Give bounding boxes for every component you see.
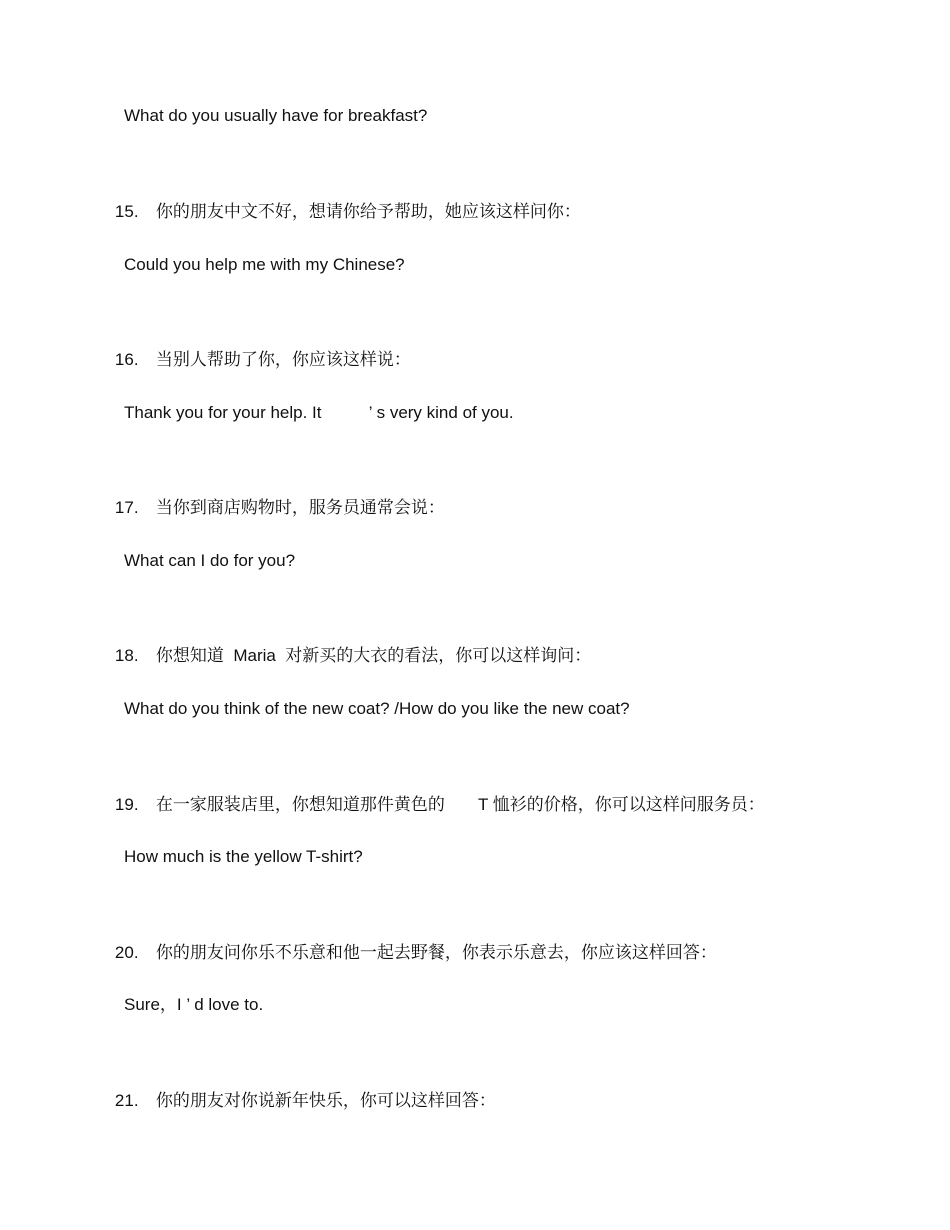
- question-text: 你的朋友对你说新年快乐，你可以这样回答：: [155, 1091, 496, 1110]
- question-line: [96, 1068, 496, 1134]
- answer-line: What can I do for you?: [124, 551, 296, 570]
- question-text: 当别人帮助了你，你应该这样说：: [155, 350, 411, 369]
- answer-line: What do you think of the new coat? /How do you like the new coat?: [124, 699, 630, 718]
- question-line: [96, 179, 581, 245]
- question-text: 你想知道 Maria 对新买的大衣的看法，你可以这样询问：: [155, 646, 592, 665]
- question-number: 20.: [114, 943, 139, 962]
- answer-line: Sure，I ’ d love to.: [124, 995, 264, 1014]
- question-line: [96, 475, 445, 541]
- question-text: 当你到商店购物时，服务员通常会说：: [155, 498, 445, 517]
- question-number: 15.: [114, 202, 139, 221]
- question-text: 你的朋友中文不好，想请你给予帮助，她应该这样问你：: [155, 202, 581, 221]
- question-text: 你的朋友问你乐不乐意和他一起去野餐，你表示乐意去，你应该这样回答：: [155, 943, 717, 962]
- answer-line: How much is the yellow T-shirt?: [124, 847, 363, 866]
- question-number: 17.: [114, 498, 139, 517]
- answer-line: Could you help me with my Chinese?: [124, 255, 405, 274]
- question-number: 19.: [114, 795, 139, 814]
- answer-line: What do you usually have for breakfast?: [124, 106, 428, 125]
- question-number: 21.: [114, 1091, 139, 1110]
- question-line: [96, 772, 765, 838]
- question-number: 16.: [114, 350, 139, 369]
- question-line: [96, 327, 411, 393]
- question-text: 在一家服装店里，你想知道那件黄色的 T 恤衫的价格，你可以这样问服务员：: [155, 795, 765, 814]
- answer-line: Thank you for your help. It ’ s very kind of you.: [124, 403, 514, 422]
- question-line: [96, 623, 591, 689]
- question-number: 18.: [114, 646, 139, 665]
- question-line: [96, 920, 717, 986]
